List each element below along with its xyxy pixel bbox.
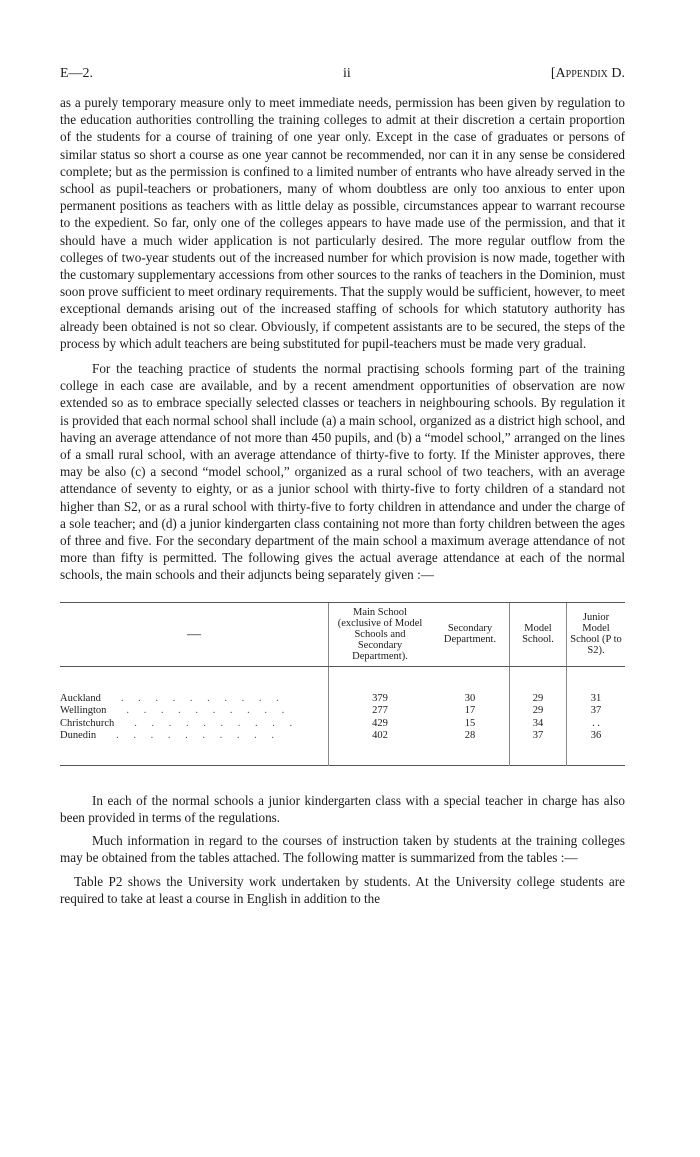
table-header-blank: — (60, 602, 329, 666)
table-spacer-row (60, 666, 625, 693)
dot-leader: . . . . . . . . . . (134, 717, 299, 729)
school-name: Christchurch (60, 717, 115, 729)
paragraph-courses: Much information in regard to the courses of instruction taken by students at the training colleges may be obtained from the tables attached. The following matter is summarized from the tables :— (60, 833, 625, 866)
table-row (60, 730, 625, 765)
dot-leader: . . . . . . . . . . (126, 705, 291, 717)
table-row (60, 718, 625, 731)
school-name: Wellington (60, 705, 107, 717)
page-header (60, 66, 625, 86)
table-header-row (60, 602, 625, 666)
header-model-school: Model School. (510, 602, 567, 666)
secondary-cell: 28 (464, 730, 476, 742)
header-junior-model-school: Junior Model School (P to S2). (567, 602, 626, 666)
school-name: Auckland (60, 692, 101, 704)
dot-leader: . . . . . . . . . . (116, 730, 281, 742)
junior-cell: 36 (567, 730, 626, 765)
report-code: E—2. (60, 66, 94, 81)
header-main-school: Main School (exclusive of Model Schools and Secondary Department). (329, 602, 432, 666)
main-school-cell: 402 (329, 730, 432, 765)
school-name: Dunedin (60, 730, 97, 742)
junior-cell: . . (567, 718, 626, 731)
paragraph-teaching-practice: For the teaching practice of students the normal practising schools forming part of the training college in each case are available, and by a recent amendment opportunities of observation are now extended so as to embrace specially selected classes or teachers in neighbouring schools. By regulation it is provided that each normal school shall include (a) a main school, organized as a district high school, and having an average attendance of not more than 450 pupils, and (b) a “model school,” arranged on the lines of a small rural school, with an average attendance of thirty-five to forty. If the Minister approves, there may be also (c) a second “model school,” organized as a rural school of two teachers, with an average attendance of seventy to eighty, or as a junior school with thirty-five to forty children of a standard not higher than S2, or as a rural school with thirty-five to forty children in attendance and under the charge of a sole teacher; and (d) a junior kindergarten class containing not more than forty children between the ages of three and five. For the secondary department of the main school a maximum average attendance of not more than fifty is permitted. The following gives the actual average attendance at each of the normal schools, the main schools and their adjuncts being separately given :— (60, 361, 625, 583)
attendance-table (60, 602, 625, 766)
model-cell: 29 (510, 705, 567, 718)
table-row (60, 693, 625, 706)
junior-cell: 37 (567, 705, 626, 718)
page-number: ii (343, 66, 351, 81)
table-row (60, 705, 625, 718)
secondary-cell: 17 (464, 705, 476, 717)
paragraph-kindergarten: In each of the normal schools a junior kindergarten class with a special teacher in charge has also been provided in terms of the regulations. (60, 792, 625, 825)
secondary-cell: 30 (464, 692, 476, 704)
document-page (60, 66, 625, 907)
junior-cell: 31 (567, 693, 626, 706)
main-school-cell: 429 (329, 718, 432, 731)
appendix-label: [Appendix D. (550, 66, 625, 81)
paragraph-training-course: as a purely temporary measure only to meet immediate needs, permission has been given by regulation to the education authorities controlling the training colleges to admit at their discretion a certain proportion of the students for a course of training of one year only. Except in the case of graduates or persons of similar status so short a course as one year cannot be recommended, nor can it in any sense be considered complete; but as the permission is confined to a limited number of entrants who have already served in the school as pupil-teachers or probationers, many of whom doubtless are only too anxious to enter upon permanent positions as teachers with as little delay as possible, circumstances appear to warrant recourse to the expedient. So far, only one of the colleges appears to have made use of the permission, and that it should have a much wider application is not particularly desired. The more regular outflow from the colleges of two-year students out of the increased number for which provision is now made, together with the customary supplementary accessions from other sources to the ranks of teachers in the Dominion, must soon prove sufficient to meet ordinary requirements. That the supply would be sufficient, however, to meet exceptional demands arising out of the increased staffing of schools for which statutory authority has already been obtained is not so clear. Obviously, if competent assistants are to be secured, the steps of the process by which adult teachers are being substituted for pupil-teachers must be made very gradual. (60, 95, 625, 351)
row-name-cell (60, 730, 329, 765)
model-cell: 34 (510, 718, 567, 731)
row-name-cell (60, 705, 329, 718)
model-cell: 29 (510, 693, 567, 706)
secondary-cell: 15 (464, 717, 476, 729)
dot-leader: . . . . . . . . . . (120, 692, 285, 704)
main-school-cell: 379 (329, 693, 432, 706)
paragraph-university-work: Table P2 shows the University work undertaken by students. At the University college students are required to take at least a course in English in addition to the (60, 873, 625, 906)
header-secondary-department: Secondary Department. (431, 602, 510, 666)
model-cell: 37 (510, 730, 567, 765)
main-school-cell: 277 (329, 705, 432, 718)
row-name-cell (60, 718, 329, 731)
row-name-cell (60, 693, 329, 706)
